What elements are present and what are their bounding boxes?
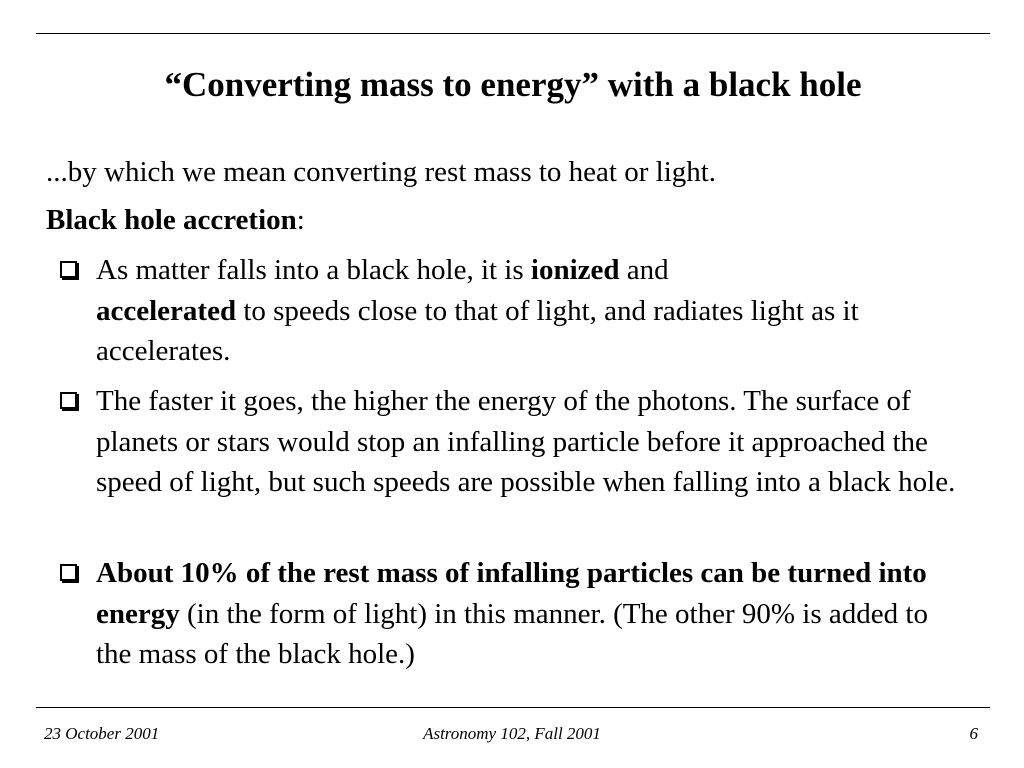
bullet-1-text-b: and bbox=[619, 254, 669, 286]
bullet-item-3 bbox=[60, 553, 970, 675]
bullet-1-strong-ionized: ionized bbox=[530, 254, 620, 286]
footer-date: 23 October 2001 bbox=[44, 724, 160, 743]
bullet-3-strong: About 10% of the rest mass of infalling particles can be turned into energy bbox=[96, 557, 927, 630]
footer-page-number: 6 bbox=[969, 724, 978, 743]
checkbox-bullet-icon bbox=[60, 564, 77, 581]
bullet-text-2: The faster it goes, the higher the energy of the photons. The surface of planets or stars would stop an infalling particle before it approached the speed of light, but such speeds are possible when falling into a black hole. bbox=[96, 385, 956, 498]
intro-text: ...by which we mean converting rest mass to heat or light. bbox=[46, 156, 717, 188]
bottom-rule bbox=[36, 707, 990, 708]
section-heading-strong: Black hole accretion bbox=[46, 204, 297, 236]
checkbox-bullet-icon bbox=[60, 392, 77, 409]
bullet-text-1 bbox=[96, 250, 970, 372]
slide-title: “Converting mass to energy” with a black hole bbox=[164, 65, 862, 104]
bullet-item-2 bbox=[60, 381, 970, 503]
section-heading bbox=[46, 200, 976, 240]
bullet-1-text-a: As matter falls into a black hole, it is bbox=[96, 254, 531, 286]
bullet-3-text: (in the form of light) in this manner. (The other 90% is added to the mass of the black hole.) bbox=[96, 597, 928, 670]
checkbox-bullet-icon bbox=[60, 261, 77, 278]
section-heading-suffix: : bbox=[296, 204, 305, 236]
top-rule bbox=[36, 33, 990, 34]
bullet-text-3 bbox=[96, 553, 970, 675]
bullet-1-strong-accelerated: accelerated bbox=[96, 294, 237, 327]
bullet-item-1 bbox=[60, 250, 970, 372]
bullet-1-text-c: to speeds close to that of light, and radiates light as it accelerates. bbox=[96, 294, 859, 367]
footer-course: Astronomy 102, Fall 2001 bbox=[423, 724, 601, 743]
